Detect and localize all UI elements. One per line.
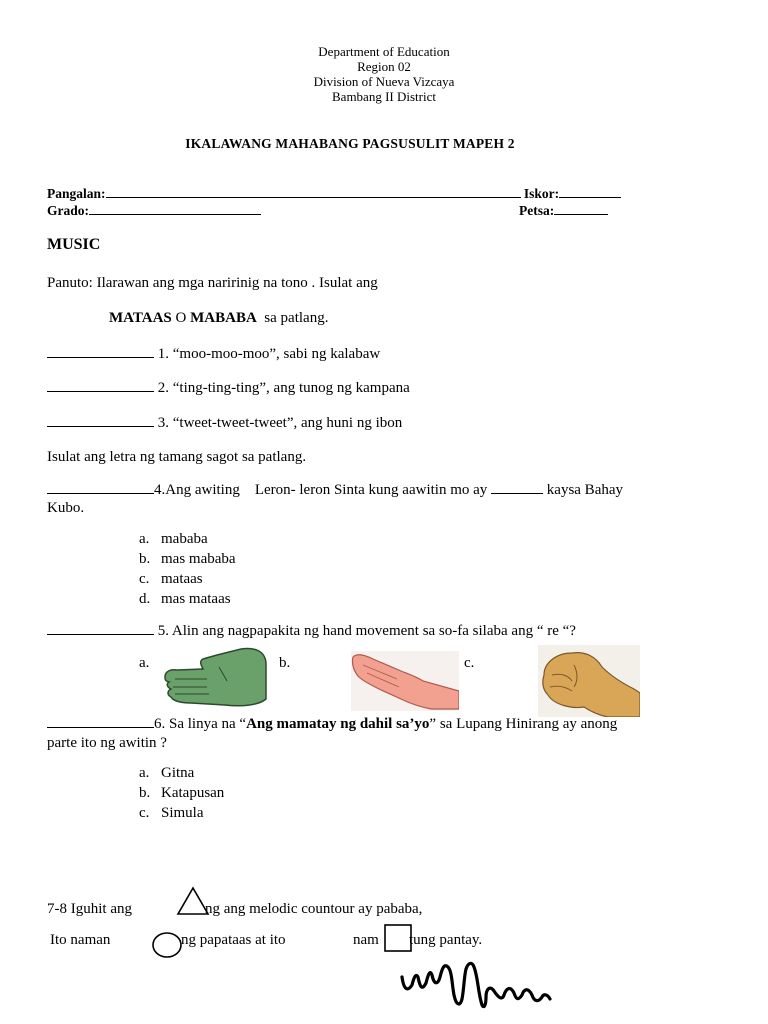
circle-icon	[151, 930, 183, 960]
q5-choice-a-label: a.	[139, 655, 150, 671]
instructions-2: Isulat ang letra ng tamang sagot sa patlang.	[47, 449, 307, 465]
score-blank[interactable]	[559, 185, 621, 198]
option-letter: a.	[139, 531, 150, 547]
answer-blank[interactable]	[47, 715, 154, 728]
q4-text-2: Leron- leron Sinta kung aawitin mo ay	[254, 482, 488, 498]
option-text: Gitna	[161, 765, 195, 781]
option-text: Simula	[161, 805, 204, 821]
q6-option-c[interactable]	[139, 805, 204, 822]
q6-continued: parte ito ng awitin ?	[47, 735, 167, 751]
hand-flat-icon[interactable]	[163, 647, 267, 707]
date-blank[interactable]	[554, 202, 608, 215]
grade-blank[interactable]	[89, 202, 261, 215]
option-letter: b.	[139, 785, 151, 801]
hand-flat-shape	[165, 649, 266, 706]
word-or: O	[175, 310, 187, 326]
answer-blank[interactable]	[47, 345, 154, 358]
header-division: Division of Nueva Vizcaya	[313, 74, 455, 89]
q6-option-a[interactable]	[139, 765, 194, 782]
q6-text-2: ” sa Lupang Hinirang ay anong	[429, 716, 618, 732]
exam-title: IKALAWANG MAHABANG PAGSUSULIT MAPEH 2	[185, 136, 515, 151]
option-text: Katapusan	[161, 785, 225, 801]
q78-text-1a: 7-8 Iguhit ang	[47, 901, 132, 917]
q4-option-d[interactable]	[139, 591, 231, 608]
header-department: Department of Education	[318, 44, 450, 59]
q6-lyric: Ang mamatay ng dahil sa’yo	[246, 716, 430, 732]
option-letter: c.	[139, 571, 150, 587]
handdrawn-contour-icon	[398, 955, 563, 1015]
q78-text-2c: nam	[353, 932, 379, 948]
q4-option-b[interactable]	[139, 551, 236, 568]
q5-text: 5. Alin ang nagpapakita ng hand movement sa so-fa silaba ang “ re “?	[157, 623, 576, 639]
header-district: Bambang II District	[332, 89, 436, 104]
q78-text-2b: ng papataas at ito	[181, 932, 286, 948]
q6-text-1: 6. Sa linya na “	[154, 716, 247, 732]
date-label: Petsa:	[519, 203, 555, 218]
q5-choice-c-label: c.	[464, 655, 475, 671]
instructions-1: Panuto: Ilarawan ang mga naririnig na tono . Isulat ang	[47, 275, 378, 291]
name-blank[interactable]	[106, 185, 521, 198]
date-field	[519, 202, 608, 219]
answer-blank[interactable]	[47, 414, 154, 427]
item-3	[47, 414, 402, 432]
grade-field	[47, 202, 261, 219]
item-2	[47, 379, 410, 397]
option-text: mas mataas	[161, 591, 231, 607]
q6-option-b[interactable]	[139, 785, 224, 802]
word-mababa: MABABA	[190, 310, 257, 326]
q4-text-3: kaysa Bahay	[546, 482, 624, 498]
grade-label: Grado:	[47, 203, 89, 218]
q78-text-2d: tung pantay.	[409, 932, 483, 948]
q4-text-1: 4.Ang awiting	[154, 482, 240, 498]
q4-continued: Kubo.	[47, 500, 85, 516]
option-letter: c.	[139, 805, 150, 821]
header-region: Region 02	[357, 59, 411, 74]
q4-inline-blank[interactable]	[491, 481, 543, 494]
option-letter: d.	[139, 591, 151, 607]
score-label: Iskor:	[523, 186, 560, 201]
question-5	[47, 622, 576, 640]
word-mataas: MATAAS	[109, 310, 172, 326]
answer-blank[interactable]	[47, 379, 154, 392]
answer-blank[interactable]	[47, 622, 154, 635]
hand-fist-icon[interactable]	[538, 645, 640, 717]
option-letter: b.	[139, 551, 151, 567]
q4-option-c[interactable]	[139, 571, 203, 588]
name-field	[47, 185, 621, 202]
item-text: 3. “tweet-tweet-tweet”, ang huni ng ibon	[157, 415, 403, 431]
question-4	[47, 481, 623, 499]
hand-slanted-icon[interactable]	[351, 651, 459, 711]
section-music: MUSIC	[47, 236, 101, 253]
item-1	[47, 345, 380, 363]
instructions-1-choices	[109, 310, 328, 327]
q4-option-a[interactable]	[139, 531, 208, 548]
item-text: 2. “ting-ting-ting”, ang tunog ng kampana	[157, 380, 410, 396]
answer-blank[interactable]	[47, 481, 154, 494]
option-text: mataas	[161, 571, 203, 587]
q78-text-2a: Ito naman	[50, 932, 111, 948]
item-text: 1. “moo-moo-moo”, sabi ng kalabaw	[157, 346, 381, 362]
word-patlang: sa patlang.	[264, 310, 329, 326]
option-text: mas mababa	[161, 551, 236, 567]
q78-text-1b: ng ang melodic countour ay pababa,	[205, 901, 423, 917]
option-letter: a.	[139, 765, 150, 781]
question-6	[47, 715, 617, 733]
name-label: Pangalan:	[47, 186, 106, 201]
option-text: mababa	[161, 531, 208, 547]
q5-choice-b-label: b.	[279, 655, 291, 671]
